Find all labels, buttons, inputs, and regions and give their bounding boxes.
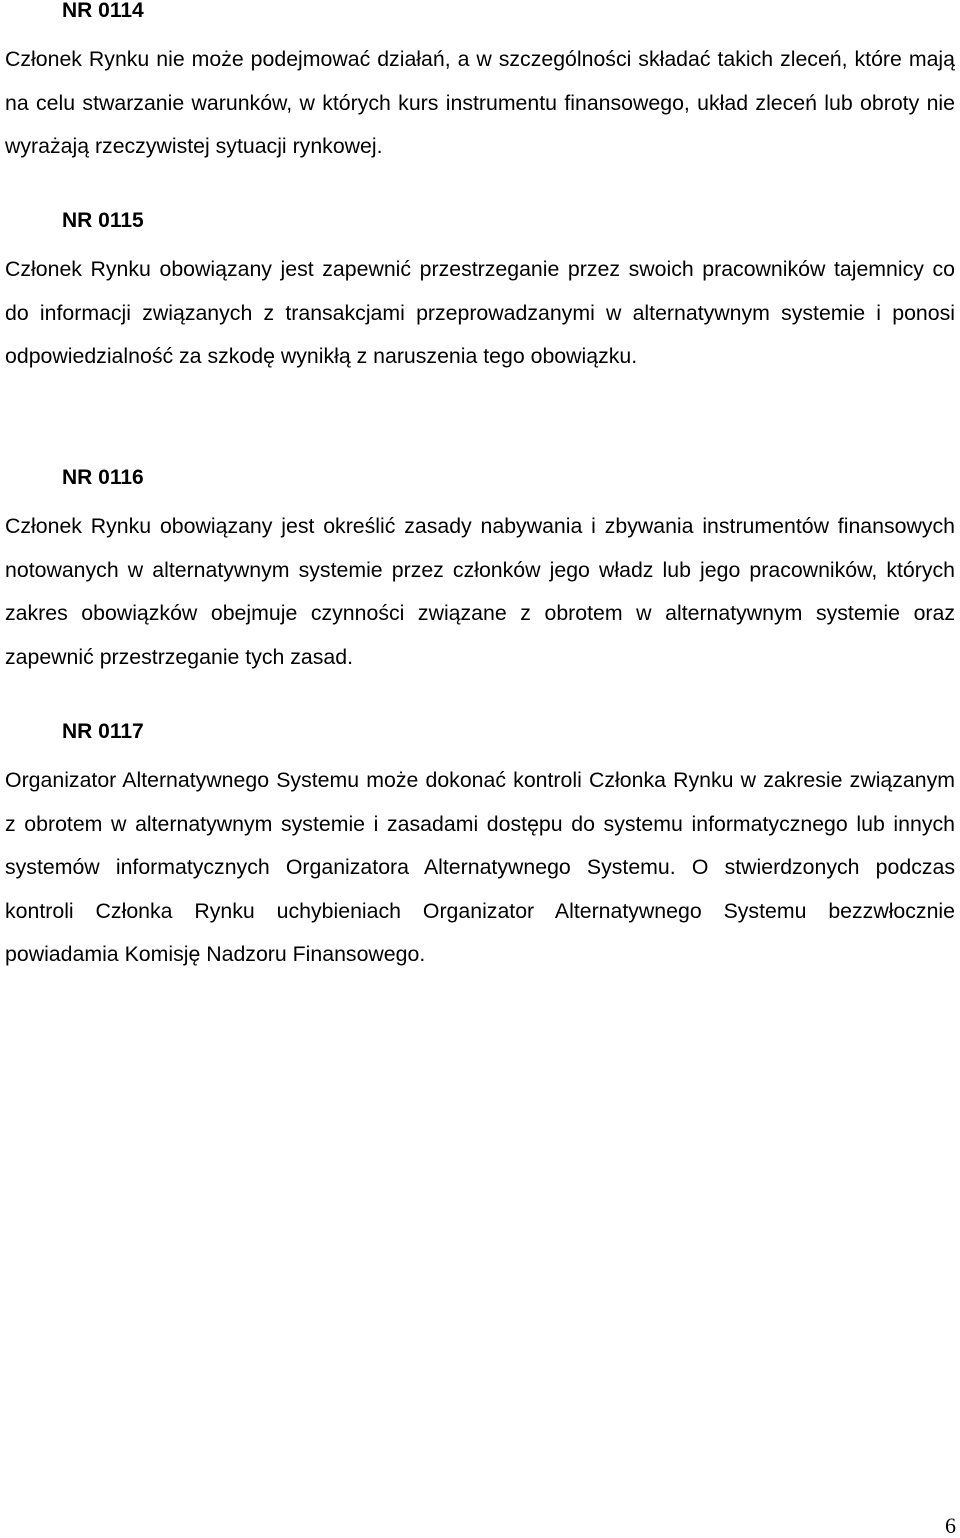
section-paragraph: Członek Rynku nie może podejmować działań, a w szczególności składać takich zleceń, które mają na celu stwarzanie warunków, w których kurs instrumentu finansowego, układ zleceń lub obroty nie wyrażają rzeczywistej sytuacji rynkowej.: [5, 47, 955, 158]
section-heading: NR 0117: [62, 720, 144, 743]
section-heading: NR 0114: [62, 0, 144, 22]
page-number: 6: [945, 1513, 956, 1538]
section-nr-0115: [5, 208, 955, 379]
section-heading: NR 0115: [62, 209, 144, 232]
section-nr-0114: [5, 0, 955, 169]
section-nr-0117: [5, 719, 955, 977]
section-paragraph: Organizator Alternatywnego Systemu może dokonać kontroli Członka Rynku w zakresie związanym z obrotem w alternatywnym systemie i zasadami dostępu do systemu informatycznego lub innych systemów informatycznych Organizatora Alternatywnego Systemu. O stwierdzonych podczas kontroli Członka Rynku uchybieniach Organizator Alternatywnego Systemu bezzwłocznie powiadamia Komisję Nadzoru Finansowego.: [5, 768, 955, 966]
section-paragraph: Członek Rynku obowiązany jest zapewnić przestrzeganie przez swoich pracowników tajemnicy co do informacji związanych z transakcjami przeprowadzanymi w alternatywnym systemie i ponosi odpowiedzialność za szkodę wynikłą z naruszenia tego obowiązku.: [5, 257, 955, 368]
section-paragraph: Członek Rynku obowiązany jest określić zasady nabywania i zbywania instrumentów finansowych notowanych w alternatywnym systemie przez członków jego władz lub jego pracowników, których zakres obowiązków obejmuje czynności związane z obrotem w alternatywnym systemie oraz zapewnić przestrzeganie tych zasad.: [5, 514, 955, 669]
section-heading: NR 0116: [62, 466, 144, 489]
section-nr-0116: [5, 465, 955, 679]
